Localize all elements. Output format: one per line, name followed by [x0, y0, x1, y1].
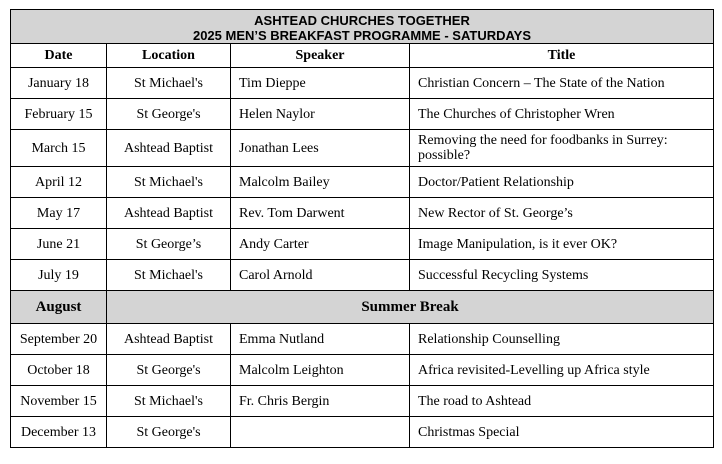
title-cell: New Rector of St. George’s	[410, 198, 714, 229]
column-header-speaker: Speaker	[231, 44, 410, 68]
location-cell: St Michael's	[107, 260, 231, 291]
banner-row	[11, 10, 714, 44]
speaker-cell: Malcolm Leighton	[231, 355, 410, 386]
title-cell: Relationship Counselling	[410, 324, 714, 355]
title-cell: Doctor/Patient Relationship	[410, 167, 714, 198]
date-cell: March 15	[11, 130, 107, 167]
speaker-cell: Helen Naylor	[231, 99, 410, 130]
column-header-row	[11, 44, 714, 68]
speaker-cell: Jonathan Lees	[231, 130, 410, 167]
title-cell: The road to Ashtead	[410, 386, 714, 417]
speaker-cell: Rev. Tom Darwent	[231, 198, 410, 229]
location-cell: St George’s	[107, 229, 231, 260]
speaker-cell: Fr. Chris Bergin	[231, 386, 410, 417]
break-label-cell: Summer Break	[107, 291, 714, 324]
table-row	[11, 260, 714, 291]
date-cell: February 15	[11, 99, 107, 130]
location-cell: Ashtead Baptist	[107, 198, 231, 229]
table-row	[11, 324, 714, 355]
speaker-cell	[231, 417, 410, 448]
table-row	[11, 355, 714, 386]
date-cell: September 20	[11, 324, 107, 355]
date-cell: October 18	[11, 355, 107, 386]
location-cell: St George's	[107, 417, 231, 448]
summer-break-row	[11, 291, 714, 324]
location-cell: St Michael's	[107, 386, 231, 417]
date-cell: April 12	[11, 167, 107, 198]
table-row	[11, 99, 714, 130]
column-header-title: Title	[410, 44, 714, 68]
title-cell: Africa revisited-Levelling up Africa style	[410, 355, 714, 386]
title-cell: Christian Concern – The State of the Nation	[410, 68, 714, 99]
banner-subtitle: 2025 MEN’S BREAKFAST PROGRAMME - SATURDAYS	[192, 27, 532, 43]
table-row	[11, 68, 714, 99]
location-cell: Ashtead Baptist	[107, 324, 231, 355]
location-cell: St Michael's	[107, 167, 231, 198]
date-cell: January 18	[11, 68, 107, 99]
banner-title: ASHTEAD CHURCHES TOGETHER	[254, 12, 470, 28]
speaker-cell: Malcolm Bailey	[231, 167, 410, 198]
table-row	[11, 229, 714, 260]
table-row	[11, 386, 714, 417]
speaker-cell: Andy Carter	[231, 229, 410, 260]
title-cell: Successful Recycling Systems	[410, 260, 714, 291]
column-header-location: Location	[107, 44, 231, 68]
date-cell: June 21	[11, 229, 107, 260]
column-header-date: Date	[11, 44, 107, 68]
location-cell: St George's	[107, 355, 231, 386]
title-cell: Christmas Special	[410, 417, 714, 448]
speaker-cell: Carol Arnold	[231, 260, 410, 291]
table-row	[11, 130, 714, 167]
date-cell: May 17	[11, 198, 107, 229]
title-cell: Removing the need for foodbanks in Surrey: possible?	[410, 130, 714, 167]
break-month-cell: August	[11, 291, 107, 324]
date-cell: November 15	[11, 386, 107, 417]
title-cell: The Churches of Christopher Wren	[410, 99, 714, 130]
date-cell: December 13	[11, 417, 107, 448]
location-cell: St Michael's	[107, 68, 231, 99]
speaker-cell: Tim Dieppe	[231, 68, 410, 99]
programme-table	[10, 9, 714, 448]
location-cell: St George's	[107, 99, 231, 130]
table-row	[11, 198, 714, 229]
date-cell: July 19	[11, 260, 107, 291]
table-row	[11, 167, 714, 198]
title-cell: Image Manipulation, is it ever OK?	[410, 229, 714, 260]
banner	[11, 10, 714, 44]
table-row	[11, 417, 714, 448]
speaker-cell: Emma Nutland	[231, 324, 410, 355]
location-cell: Ashtead Baptist	[107, 130, 231, 167]
